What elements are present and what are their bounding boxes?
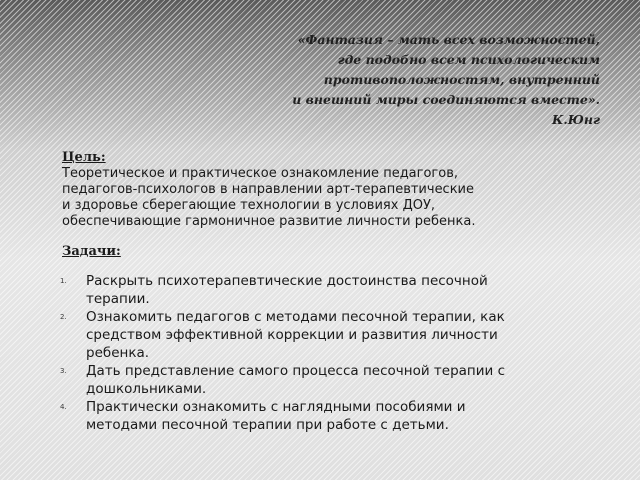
goal-line: обеспечивающие гармоничное развитие личности ребенка. xyxy=(62,214,476,229)
task-line: методами песочной терапии при работе с детьми. xyxy=(86,417,449,433)
goal-line: Теоретическое и практическое ознакомление педагогов, xyxy=(62,166,459,181)
quote-line: и внешний миры соединяются вместе». xyxy=(292,92,600,107)
task-item xyxy=(60,398,620,434)
task-line: Раскрыть психотерапевтические достоинства песочной xyxy=(86,273,488,289)
quote-author: К.Юнг xyxy=(552,112,600,127)
goal-line: педагогов-психологов в направлении арт-терапевтические xyxy=(62,182,475,197)
task-line: средством эффективной коррекции и развития личности xyxy=(86,327,498,343)
quote-line: противоположностям, внутренний xyxy=(323,72,600,87)
task-line: Практически ознакомить с наглядными пособиями и xyxy=(86,399,466,415)
task-line: дошкольниками. xyxy=(86,381,207,397)
task-number: 4. xyxy=(60,403,67,411)
tasks-list xyxy=(60,272,620,434)
goal-text xyxy=(62,166,602,230)
task-line: ребенка. xyxy=(86,345,150,361)
task-item xyxy=(60,362,620,398)
task-line: Ознакомить педагогов с методами песочной терапии, как xyxy=(86,309,505,325)
goal-section xyxy=(62,150,602,230)
task-item xyxy=(60,308,620,362)
task-item xyxy=(60,272,620,308)
task-number: 3. xyxy=(60,367,67,375)
task-line: терапии. xyxy=(86,291,150,307)
goal-line: и здоровье сберегающие технологии в условиях ДОУ, xyxy=(62,198,436,213)
quote-line: где подобно всем психологическим xyxy=(337,52,600,67)
goal-heading: Цель: xyxy=(62,150,106,165)
task-number: 1. xyxy=(60,277,67,285)
tasks-heading: Задачи: xyxy=(62,244,121,259)
quote-line: «Фантазия – мать всех возможностей, xyxy=(297,32,600,47)
task-line: Дать представление самого процесса песочной терапии с xyxy=(86,363,505,379)
task-number: 2. xyxy=(60,313,67,321)
epigraph-quote xyxy=(240,30,600,130)
